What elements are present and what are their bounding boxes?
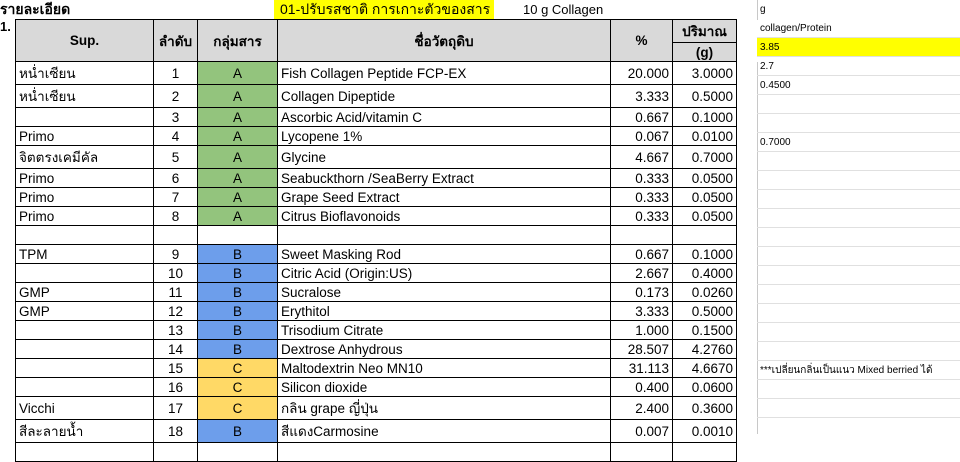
spacer-cell xyxy=(737,127,759,146)
qty-cell[interactable]: 0.1500 xyxy=(673,321,737,340)
spacer-cell xyxy=(737,340,759,359)
sup-cell[interactable]: TPM xyxy=(16,245,154,264)
col-header-percent[interactable]: % xyxy=(611,20,673,62)
spacer-cell xyxy=(737,62,759,85)
recipe-name-cell[interactable]: 01-ปรับรสชาติ การเกาะตัวของสาร xyxy=(274,0,494,19)
order-cell[interactable]: 15 xyxy=(154,359,198,378)
qty-cell[interactable]: 0.3600 xyxy=(673,397,737,420)
group-cell[interactable]: B xyxy=(198,321,278,340)
percent-cell[interactable]: 28.507 xyxy=(611,340,673,359)
ingredient-rows xyxy=(16,62,759,462)
order-cell[interactable]: 7 xyxy=(154,188,198,207)
spacer-cell xyxy=(737,245,759,264)
table-row xyxy=(16,207,759,226)
qty-cell[interactable]: 0.5000 xyxy=(673,302,737,321)
table-row xyxy=(16,302,759,321)
group-cell[interactable]: C xyxy=(198,359,278,378)
order-cell[interactable]: 14 xyxy=(154,340,198,359)
order-cell[interactable]: 4 xyxy=(154,127,198,146)
col-header-qty-unit[interactable]: (g) xyxy=(673,43,737,62)
sup-cell[interactable]: สีละลายน้ำ xyxy=(16,420,154,443)
group-cell[interactable]: A xyxy=(198,127,278,146)
spacer-cell xyxy=(737,359,759,378)
table-row xyxy=(16,62,759,85)
table-row xyxy=(16,443,759,462)
spacer-cell xyxy=(737,226,759,245)
spacer-cell xyxy=(737,283,759,302)
percent-cell[interactable]: 4.667 xyxy=(611,146,673,169)
percent-cell[interactable]: 3.333 xyxy=(611,302,673,321)
ingredient-cell[interactable]: Erythitol xyxy=(278,302,611,321)
table-row xyxy=(16,340,759,359)
order-cell[interactable]: 12 xyxy=(154,302,198,321)
percent-cell[interactable]: 0.067 xyxy=(611,127,673,146)
percent-cell[interactable]: 2.400 xyxy=(611,397,673,420)
group-cell[interactable]: C xyxy=(198,397,278,420)
note-cell[interactable] xyxy=(757,228,960,247)
ingredient-cell[interactable]: Sucralose xyxy=(278,283,611,302)
note-cell[interactable]: 0.4500 xyxy=(757,76,960,95)
side-unit-cell[interactable]: g xyxy=(760,4,766,15)
sup-cell[interactable] xyxy=(16,264,154,283)
ingredient-cell[interactable]: Silicon dioxide xyxy=(278,378,611,397)
qty-cell[interactable]: 4.2760 xyxy=(673,340,737,359)
percent-cell[interactable] xyxy=(611,226,673,245)
table-row xyxy=(16,85,759,108)
qty-cell[interactable]: 0.0100 xyxy=(673,127,737,146)
qty-cell[interactable]: 0.4000 xyxy=(673,264,737,283)
ingredient-cell[interactable]: กลิน grape ญี่ปุ่น xyxy=(278,397,611,420)
spacer-cell xyxy=(737,302,759,321)
ingredient-cell[interactable]: สีแดงCarmosine xyxy=(278,420,611,443)
note-cell[interactable] xyxy=(757,380,960,399)
order-cell[interactable]: 13 xyxy=(154,321,198,340)
sup-cell[interactable] xyxy=(16,378,154,397)
table-row xyxy=(16,378,759,397)
table-row xyxy=(16,127,759,146)
sup-cell[interactable]: GMP xyxy=(16,283,154,302)
order-cell[interactable] xyxy=(154,443,198,462)
group-cell[interactable]: B xyxy=(198,264,278,283)
sup-cell[interactable] xyxy=(16,443,154,462)
group-cell[interactable]: B xyxy=(198,420,278,443)
amount-cell[interactable]: 10 g Collagen xyxy=(523,2,604,17)
spacer-cell xyxy=(737,397,759,420)
qty-cell[interactable]: 0.0500 xyxy=(673,169,737,188)
table-row xyxy=(16,359,759,378)
spacer-cell xyxy=(737,378,759,397)
spacer-cell xyxy=(737,85,759,108)
percent-cell[interactable]: 31.113 xyxy=(611,359,673,378)
qty-cell[interactable]: 0.7000 xyxy=(673,146,737,169)
table-row xyxy=(16,108,759,127)
qty-cell[interactable]: 4.6670 xyxy=(673,359,737,378)
spacer-cell xyxy=(737,20,759,62)
note-cell[interactable]: 3.85 xyxy=(757,38,960,57)
sheet-title[interactable]: รายละเอียด xyxy=(0,1,71,17)
group-cell[interactable]: B xyxy=(198,245,278,264)
sup-cell[interactable] xyxy=(16,226,154,245)
note-cell[interactable] xyxy=(757,285,960,304)
sup-cell[interactable] xyxy=(16,340,154,359)
qty-cell[interactable] xyxy=(673,443,737,462)
sup-cell[interactable]: หน่ำเซียน xyxy=(16,62,154,85)
note-cell[interactable] xyxy=(757,342,960,361)
order-cell[interactable]: 5 xyxy=(154,146,198,169)
ingredient-cell[interactable]: Lycopene 1% xyxy=(278,127,611,146)
percent-cell[interactable]: 0.333 xyxy=(611,207,673,226)
percent-cell[interactable]: 3.333 xyxy=(611,85,673,108)
order-cell[interactable]: 16 xyxy=(154,378,198,397)
qty-cell[interactable]: 0.0600 xyxy=(673,378,737,397)
ingredient-table xyxy=(15,19,759,462)
order-cell[interactable]: 6 xyxy=(154,169,198,188)
table-row xyxy=(16,397,759,420)
note-cell[interactable] xyxy=(757,190,960,209)
sup-cell[interactable]: Primo xyxy=(16,169,154,188)
group-cell[interactable]: A xyxy=(198,207,278,226)
order-cell[interactable]: 3 xyxy=(154,108,198,127)
group-cell[interactable]: B xyxy=(198,302,278,321)
ingredient-cell[interactable]: Fish Collagen Peptide FCP-EX xyxy=(278,62,611,85)
spacer-cell xyxy=(737,108,759,127)
table-row xyxy=(16,264,759,283)
ingredient-cell[interactable] xyxy=(278,443,611,462)
spacer-cell xyxy=(737,169,759,188)
table-row xyxy=(16,169,759,188)
spacer-cell xyxy=(737,188,759,207)
sup-cell[interactable]: หน่ำเซียน xyxy=(16,85,154,108)
percent-cell[interactable]: 0.667 xyxy=(611,245,673,264)
percent-cell[interactable]: 1.000 xyxy=(611,321,673,340)
percent-cell[interactable] xyxy=(611,443,673,462)
table-row xyxy=(16,321,759,340)
percent-cell[interactable]: 0.333 xyxy=(611,188,673,207)
order-cell[interactable]: 10 xyxy=(154,264,198,283)
sup-cell[interactable]: Primo xyxy=(16,188,154,207)
spacer-cell xyxy=(737,321,759,340)
order-cell[interactable]: 1 xyxy=(154,62,198,85)
order-cell[interactable]: 2 xyxy=(154,85,198,108)
qty-cell[interactable]: 3.0000 xyxy=(673,62,737,85)
spacer-cell xyxy=(737,264,759,283)
note-cell[interactable] xyxy=(757,95,960,114)
group-cell[interactable]: B xyxy=(198,340,278,359)
ingredient-cell[interactable]: Seabuckthorn /SeaBerry Extract xyxy=(278,169,611,188)
group-cell[interactable]: A xyxy=(198,146,278,169)
qty-cell[interactable]: 0.0500 xyxy=(673,188,737,207)
sup-cell[interactable]: Primo xyxy=(16,127,154,146)
sup-cell[interactable]: GMP xyxy=(16,302,154,321)
group-cell[interactable]: A xyxy=(198,62,278,85)
order-cell[interactable]: 8 xyxy=(154,207,198,226)
sup-cell[interactable] xyxy=(16,108,154,127)
col-header-sup[interactable]: Sup. xyxy=(16,20,154,62)
sup-cell[interactable] xyxy=(16,359,154,378)
group-cell[interactable] xyxy=(198,226,278,245)
note-cell[interactable]: 2.7 xyxy=(757,57,960,76)
group-cell[interactable]: B xyxy=(198,283,278,302)
percent-cell[interactable]: 0.667 xyxy=(611,108,673,127)
table-row xyxy=(16,226,759,245)
notes-column xyxy=(757,19,960,418)
spacer-cell xyxy=(737,443,759,462)
ingredient-cell[interactable]: Maltodextrin Neo MN10 xyxy=(278,359,611,378)
group-cell[interactable]: A xyxy=(198,169,278,188)
note-cell[interactable] xyxy=(757,114,960,133)
qty-cell[interactable]: 0.5000 xyxy=(673,85,737,108)
group-cell[interactable]: C xyxy=(198,378,278,397)
order-cell[interactable]: 11 xyxy=(154,283,198,302)
qty-cell[interactable]: 0.0010 xyxy=(673,420,737,443)
ingredient-cell[interactable]: Citrus Bioflavonoids xyxy=(278,207,611,226)
table-row xyxy=(16,420,759,443)
order-cell[interactable]: 18 xyxy=(154,420,198,443)
group-cell[interactable]: A xyxy=(198,188,278,207)
note-cell[interactable] xyxy=(757,266,960,285)
ingredient-cell[interactable]: Sweet Masking Rod xyxy=(278,245,611,264)
note-cell[interactable] xyxy=(757,247,960,266)
spacer-cell xyxy=(737,207,759,226)
sup-cell[interactable] xyxy=(16,321,154,340)
col-header-order[interactable]: ลำดับ xyxy=(154,20,198,62)
ingredient-cell[interactable]: Grape Seed Extract xyxy=(278,188,611,207)
note-cell[interactable] xyxy=(757,152,960,171)
spacer-cell xyxy=(737,420,759,443)
qty-cell[interactable]: 0.0260 xyxy=(673,283,737,302)
ingredient-cell[interactable]: Glycine xyxy=(278,146,611,169)
percent-cell[interactable]: 0.400 xyxy=(611,378,673,397)
percent-cell[interactable]: 0.007 xyxy=(611,420,673,443)
table-row xyxy=(16,188,759,207)
qty-cell[interactable]: 0.0500 xyxy=(673,207,737,226)
note-cell[interactable] xyxy=(757,399,960,418)
sup-cell[interactable]: Primo xyxy=(16,207,154,226)
table-row xyxy=(16,283,759,302)
percent-cell[interactable]: 20.000 xyxy=(611,62,673,85)
col-header-group[interactable]: กลุ่มสาร xyxy=(198,20,278,62)
note-cell[interactable] xyxy=(757,171,960,190)
sup-cell[interactable]: จิตตรงเคมีคัล xyxy=(16,146,154,169)
group-cell[interactable]: A xyxy=(198,85,278,108)
percent-cell[interactable]: 2.667 xyxy=(611,264,673,283)
note-cell[interactable]: collagen/Protein xyxy=(757,19,960,38)
note-cell[interactable] xyxy=(757,209,960,228)
section-number: 1. xyxy=(0,19,11,34)
spacer-cell xyxy=(737,146,759,169)
ingredient-cell[interactable] xyxy=(278,226,611,245)
ingredient-cell[interactable]: Citric Acid (Origin:US) xyxy=(278,264,611,283)
order-cell[interactable]: 17 xyxy=(154,397,198,420)
ingredient-cell[interactable]: Ascorbic Acid/vitamin C xyxy=(278,108,611,127)
col-header-qty[interactable]: ปริมาณ xyxy=(673,20,737,43)
order-cell[interactable] xyxy=(154,226,198,245)
order-cell[interactable]: 9 xyxy=(154,245,198,264)
qty-cell[interactable]: 0.1000 xyxy=(673,108,737,127)
percent-cell[interactable]: 0.333 xyxy=(611,169,673,188)
ingredient-cell[interactable]: Collagen Dipeptide xyxy=(278,85,611,108)
percent-cell[interactable]: 0.173 xyxy=(611,283,673,302)
group-cell[interactable] xyxy=(198,443,278,462)
table-row xyxy=(16,245,759,264)
note-cell[interactable]: 0.7000 xyxy=(757,133,960,152)
ingredient-cell[interactable]: Dextrose Anhydrous xyxy=(278,340,611,359)
qty-cell[interactable] xyxy=(673,226,737,245)
sup-cell[interactable]: Vicchi xyxy=(16,397,154,420)
group-cell[interactable]: A xyxy=(198,108,278,127)
col-header-ingredient[interactable]: ชื่อวัตถุดิบ xyxy=(278,20,611,62)
qty-cell[interactable]: 0.1000 xyxy=(673,245,737,264)
note-cell[interactable] xyxy=(757,323,960,342)
note-cell[interactable]: ***เปลี่ยนกลิ่นเป็นแนว Mixed berried ได้ xyxy=(757,361,960,380)
table-row xyxy=(16,146,759,169)
note-cell[interactable] xyxy=(757,304,960,323)
ingredient-cell[interactable]: Trisodium Citrate xyxy=(278,321,611,340)
